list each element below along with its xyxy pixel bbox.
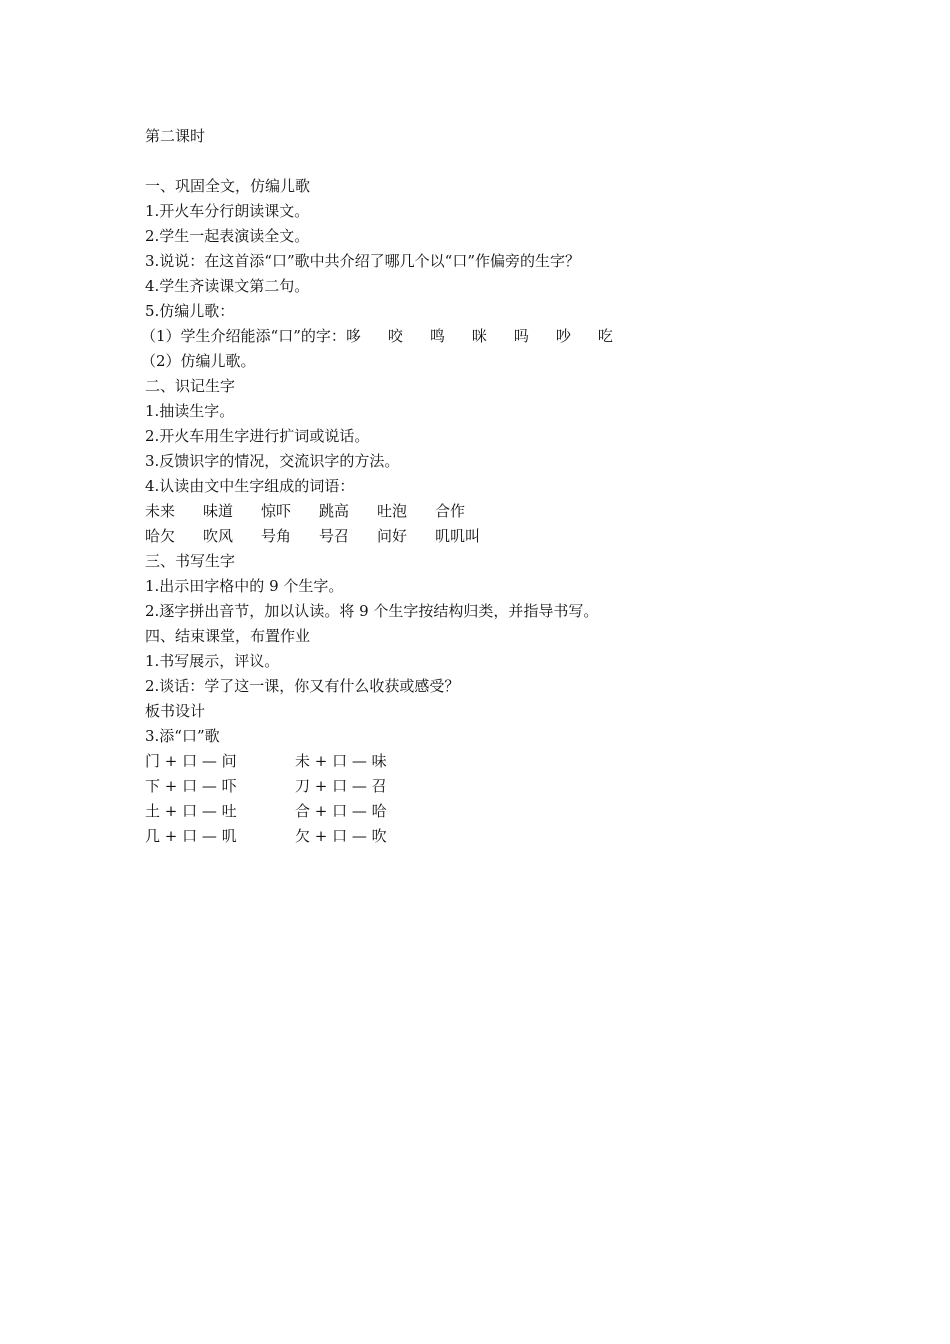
list-item: 2.开火车用生字进行扩词或说话。 (145, 427, 370, 445)
char-item: 吗 (513, 327, 529, 345)
board-equation: 门 + 口 — 问 (145, 752, 237, 770)
board-equation: 下 + 口 — 吓 (145, 777, 237, 795)
word-item: 吹风 (203, 527, 234, 545)
list-item: 1.抽读生字。 (145, 402, 235, 420)
list-item: 4.学生齐读课文第二句。 (145, 277, 310, 295)
word-item: 哈欠 (145, 527, 176, 545)
section-heading: 一、巩固全文，仿编儿歌 (145, 177, 311, 195)
list-item: 3.反馈识字的情况，交流识字的方法。 (145, 452, 400, 470)
word-item: 号角 (261, 527, 292, 545)
char-item: 咬 (387, 327, 403, 345)
word-item: 未来 (145, 502, 176, 520)
list-item: 5.仿编儿歌： (145, 302, 235, 320)
board-subtitle: 3.添“口”歌 (145, 727, 220, 745)
char-item: 咪 (471, 327, 487, 345)
char-item: 吃 (597, 327, 613, 345)
sub-item-prefix: （1）学生介绍能添“口”的字： (141, 327, 346, 345)
list-item: 3.说说：在这首添“口”歌中共介绍了哪几个以“口”作偏旁的生字？ (145, 252, 580, 270)
sub-item-chars (141, 324, 845, 349)
board-equation: 未 + 口 — 味 (295, 752, 387, 770)
list-item: 1.开火车分行朗读课文。 (145, 202, 310, 220)
list-item: 1.出示田字格中的 9 个生字。 (145, 577, 344, 595)
board-equation: 几 + 口 — 叽 (145, 827, 237, 845)
word-item: 惊吓 (261, 502, 292, 520)
char-item: 鸣 (429, 327, 445, 345)
sub-item: （2）仿编儿歌。 (141, 352, 256, 370)
board-heading: 板书设计 (145, 702, 206, 720)
list-item: 1.书写展示，评议。 (145, 652, 280, 670)
word-row (145, 499, 845, 524)
char-item: 吵 (555, 327, 571, 345)
board-row (145, 824, 845, 849)
list-item: 2.逐字拼出音节，加以认读。将 9 个生字按结构归类，并指导书写。 (145, 602, 599, 620)
word-item: 叽叽叫 (435, 527, 481, 545)
word-item: 跳高 (319, 502, 350, 520)
section-heading: 二、识记生字 (145, 377, 236, 395)
lesson-title: 第二课时 (145, 127, 206, 145)
list-item: 2.谈话：学了这一课，你又有什么收获或感受？ (145, 677, 460, 695)
blank-line (145, 149, 845, 174)
char-item: 哆 (345, 327, 361, 345)
section-heading: 三、书写生字 (145, 552, 236, 570)
word-item: 号召 (319, 527, 350, 545)
word-item: 合作 (435, 502, 466, 520)
section-heading: 四、结束课堂，布置作业 (145, 627, 311, 645)
board-row (145, 749, 845, 774)
board-row (145, 799, 845, 824)
list-item: 2.学生一起表演读全文。 (145, 227, 310, 245)
board-equation: 欠 + 口 — 吹 (295, 827, 387, 845)
document-body (141, 124, 845, 849)
word-row (145, 524, 845, 549)
word-item: 味道 (203, 502, 234, 520)
word-item: 问好 (377, 527, 408, 545)
word-item: 吐泡 (377, 502, 408, 520)
board-equation: 合 + 口 — 哈 (295, 802, 387, 820)
board-equation: 刀 + 口 — 召 (295, 777, 387, 795)
list-item: 4.认读由文中生字组成的词语： (145, 477, 355, 495)
board-equation: 土 + 口 — 吐 (145, 802, 237, 820)
board-row (145, 774, 845, 799)
